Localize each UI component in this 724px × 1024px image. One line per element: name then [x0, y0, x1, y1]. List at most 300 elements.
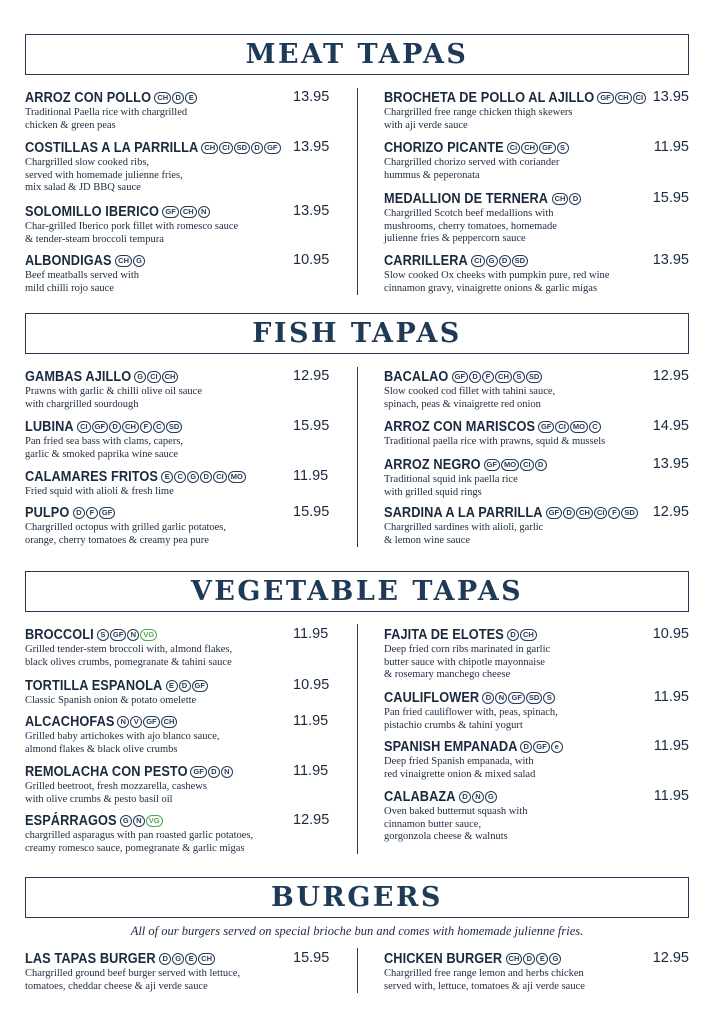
description-line: Oven baked butternut squash with [384, 806, 528, 817]
menu-item-description [25, 436, 355, 461]
menu-item-name: BROCCOLI [25, 626, 94, 643]
allergen-badges [546, 507, 639, 519]
menu-item-header [384, 368, 689, 385]
allergen-badges [471, 255, 529, 267]
description-line: Prawns with garlic & chilli olive oil sauce [25, 386, 203, 397]
menu-item [25, 950, 355, 993]
allergen-badges [506, 953, 563, 965]
allergen-badge: C [153, 421, 165, 433]
description-line: Char-grilled Iberico pork fillet with romesco sauce [25, 221, 239, 232]
description-line: Traditional Paella rice with chargrilled [25, 107, 188, 118]
allergen-badge: CI [219, 142, 233, 154]
menu-item-description [25, 107, 355, 132]
description-line: chicken & green peas [25, 119, 116, 131]
allergen-badges [538, 421, 602, 433]
description-line: mix salad & JD BBQ sauce [25, 182, 141, 193]
allergen-badge: D [507, 629, 519, 641]
menu-item-description [384, 968, 689, 993]
menu-item-price: 13.95 [293, 203, 330, 219]
menu-item-description [25, 157, 355, 195]
menu-item-description [25, 270, 355, 295]
menu-item-header [25, 763, 355, 780]
description-line: Chargrilled sardines with alioli, garlic [384, 522, 544, 533]
description-line: Chargrilled free range lemon and herbs chicken [384, 968, 584, 979]
allergen-badge: D [208, 766, 220, 778]
allergen-badge: D [159, 953, 171, 965]
allergen-badge: N [472, 791, 484, 803]
section-header-meat [25, 34, 689, 75]
allergen-badges [117, 716, 178, 728]
description-line: cinnamon butter sauce, [384, 818, 482, 830]
allergen-badge: D [563, 507, 575, 519]
menu-item-description [25, 781, 355, 806]
allergen-badge: CH [521, 142, 538, 154]
allergen-badge: D [200, 471, 212, 483]
menu-item-price: 11.95 [653, 139, 689, 155]
menu-item-header [25, 418, 355, 435]
allergen-badges [520, 741, 563, 753]
description-line: red vinaigrette onion & mixed salad [384, 768, 536, 780]
allergen-badge: E [185, 92, 197, 104]
menu-item-header [384, 788, 689, 805]
section-header-vegetable [25, 571, 689, 612]
menu-item [384, 456, 689, 499]
menu-item-description [384, 107, 689, 132]
menu-item-price: 10.95 [652, 626, 689, 642]
allergen-badge: V [130, 716, 142, 728]
menu-item-price: 12.95 [293, 812, 330, 828]
menu-item-price: 15.95 [293, 950, 330, 966]
menu-item-header [384, 456, 689, 473]
allergen-badge: CI [471, 255, 485, 267]
allergen-badge: D [172, 92, 184, 104]
menu-item-description [25, 486, 355, 499]
allergen-badge: MO [570, 421, 588, 433]
allergen-badge: GF [110, 629, 126, 641]
allergen-badges [162, 206, 210, 218]
allergen-badge: GF [546, 507, 562, 519]
menu-item-price: 13.95 [652, 89, 689, 105]
menu-item-header [25, 252, 355, 269]
allergen-badge: CH [180, 206, 197, 218]
allergen-badges [597, 92, 647, 104]
description-line: Traditional paella rice with prawns, squid & mussels [384, 436, 606, 447]
column-divider [357, 88, 358, 295]
allergen-badge: D [459, 791, 471, 803]
column-divider [357, 367, 358, 547]
allergen-badge: SD [166, 421, 182, 433]
allergen-badges [552, 193, 583, 205]
allergen-badge: S [557, 142, 569, 154]
menu-item-price: 13.95 [293, 139, 330, 155]
allergen-badge: D [482, 692, 494, 704]
allergen-badge: GF [143, 716, 159, 728]
description-line: Slow cooked cod fillet with tahini sauce, [384, 386, 556, 397]
allergen-badge: G [133, 255, 145, 267]
menu-item [25, 763, 355, 806]
description-line: black olives crumbs, pomegranate & tahini sauce [25, 656, 232, 668]
description-line: Slow cooked Ox cheeks with pumpkin pure, red wine [384, 270, 610, 281]
menu-item-name: ARROZ NEGRO [384, 456, 481, 473]
allergen-badge: GF [92, 421, 108, 433]
description-line: Beef meatballs served with [25, 270, 140, 281]
allergen-badges [77, 421, 183, 433]
allergen-badge: G [486, 255, 498, 267]
allergen-badge: F [140, 421, 152, 433]
allergen-badge: E [185, 953, 197, 965]
allergen-badge: CI [147, 371, 161, 383]
menu-item-name: BACALAO [384, 368, 449, 385]
menu-item-name: SARDINA A LA PARRILLA [384, 504, 543, 521]
description-line: orange, cherry tomatoes & creamy pea pure [25, 534, 209, 546]
menu-item-price: 15.95 [293, 504, 330, 520]
menu-item-name: FAJITA DE ELOTES [384, 626, 504, 643]
allergen-badge: CH [552, 193, 569, 205]
allergen-badge: G [172, 953, 184, 965]
menu-item-name: SPANISH EMPANADA [384, 738, 518, 755]
menu-item-price: 15.95 [652, 190, 689, 206]
description-line: pistachio crumbs & tahini yogurt [384, 719, 523, 731]
menu-item-header [384, 139, 689, 156]
menu-item-header [384, 418, 689, 435]
menu-item-description [25, 522, 355, 547]
allergen-badge: GF [508, 692, 524, 704]
description-line: Chargrilled free range chicken thigh skewers [384, 107, 573, 118]
description-line: garlic & smoked paprika wine sauce [25, 448, 179, 460]
menu-item-name: REMOLACHA CON PESTO [25, 763, 188, 780]
allergen-badge: E [166, 680, 178, 692]
allergen-badge: CH [154, 92, 171, 104]
allergen-badge: GF [484, 459, 500, 471]
allergen-badge: D [73, 507, 85, 519]
description-line: Deep fried Spanish empanada, with [384, 756, 534, 767]
allergen-badge: CI [213, 471, 227, 483]
menu-item-header [25, 812, 355, 829]
allergen-badge: N [127, 629, 139, 641]
menu-item-header [384, 252, 689, 269]
menu-item-name: MEDALLION DE TERNERA [384, 190, 549, 207]
menu-item-price: 11.95 [293, 713, 329, 729]
menu-item-description [384, 522, 689, 547]
menu-item-price: 13.95 [652, 456, 689, 472]
description-line: julienne fries & peppercorn sauce [384, 233, 526, 244]
description-line: Classic Spanish onion & potato omelette [25, 695, 197, 706]
menu-item [384, 190, 689, 246]
allergen-badge: CH [161, 716, 178, 728]
allergen-badges [201, 142, 281, 154]
description-line: & tender-steam broccoli tempura [25, 233, 164, 245]
menu-item [25, 677, 355, 708]
allergen-badge: S [513, 371, 525, 383]
menu-item-name: CARRILLERA [384, 252, 468, 269]
description-line: almond flakes & black olive crumbs [25, 743, 178, 755]
menu-item [384, 368, 689, 411]
allergen-badge: D [179, 680, 191, 692]
menu-item-price: 11.95 [293, 763, 329, 779]
description-line: Pan fried cauliflower with, peas, spinach, [384, 707, 558, 718]
allergen-badges [459, 791, 498, 803]
allergen-badges [73, 507, 116, 519]
description-line: hummus & peperonata [384, 169, 480, 181]
menu-item [384, 89, 689, 132]
allergen-badge: GF [192, 680, 208, 692]
allergen-badge: CH [520, 629, 537, 641]
allergen-badge: G [134, 371, 146, 383]
section-header-burgers [25, 877, 689, 918]
allergen-badges [484, 459, 548, 471]
allergen-badge: e [551, 741, 563, 753]
menu-item [25, 812, 355, 855]
allergen-badge: GF [264, 142, 280, 154]
menu-item [25, 368, 355, 411]
menu-item-header [384, 504, 689, 521]
allergen-badge: SD [621, 507, 637, 519]
allergen-badge: D [523, 953, 535, 965]
menu-item-description [384, 436, 689, 449]
menu-item-price: 14.95 [652, 418, 689, 434]
description-line: Grilled baby artichokes with ajo blanco sauce, [25, 731, 220, 742]
menu-item-price: 12.95 [293, 368, 330, 384]
menu-item [384, 418, 689, 449]
description-line: spinach, peas & vinaigrette red onion [384, 398, 541, 410]
description-line: Chargrilled octopus with grilled garlic potatoes, [25, 522, 227, 533]
allergen-badge: N [221, 766, 233, 778]
allergen-badges [159, 953, 216, 965]
section-header-fish [25, 313, 689, 354]
allergen-badge: D [499, 255, 511, 267]
description-line: with olive crumbs & pesto basil oil [25, 793, 173, 805]
description-line: Traditional squid ink paella rice [384, 474, 518, 485]
allergen-badge: F [482, 371, 494, 383]
menu-item-name: ALBONDIGAS [25, 252, 112, 269]
menu-item-description [384, 707, 689, 732]
menu-item-header [25, 626, 355, 643]
menu-item-name: CHORIZO PICANTE [384, 139, 504, 156]
menu-item-name: CALAMARES FRITOS [25, 468, 159, 485]
menu-item-price: 11.95 [293, 468, 329, 484]
menu-item-name: PULPO [25, 504, 70, 521]
allergen-badge: D [520, 741, 532, 753]
description-line: with chargrilled sourdough [25, 398, 139, 410]
menu-item [25, 504, 355, 547]
allergen-badges [134, 371, 179, 383]
description-line: Chargrilled slow cooked ribs, [25, 157, 150, 168]
allergen-badge: S [543, 692, 555, 704]
allergen-badge: CI [77, 421, 91, 433]
menu-item-name: COSTILLAS A LA PARRILLA [25, 139, 199, 156]
allergen-badge: CH [615, 92, 632, 104]
allergen-badge: CH [162, 371, 179, 383]
allergen-badge: D [569, 193, 581, 205]
menu-item-header [25, 713, 355, 730]
allergen-badge: GF [162, 206, 178, 218]
menu-item-name: BROCHETA DE POLLO AL AJILLO [384, 89, 595, 106]
menu-item-description [384, 157, 689, 182]
allergen-badge: CH [201, 142, 218, 154]
allergen-badge: CH [122, 421, 139, 433]
section-title: VEGETABLE TAPAS [190, 576, 524, 607]
description-line: Fried squid with alioli & fresh lime [25, 486, 174, 497]
menu-item-price: 11.95 [653, 738, 689, 754]
allergen-badge: C [589, 421, 601, 433]
allergen-badge: GF [533, 741, 549, 753]
allergen-badge: CH [115, 255, 132, 267]
description-line: with aji verde sauce [384, 119, 468, 131]
menu-item-price: 12.95 [652, 504, 689, 520]
allergen-badge: N [117, 716, 129, 728]
menu-item-price: 11.95 [293, 626, 329, 642]
menu-item-header [25, 139, 355, 156]
menu-item-price: 11.95 [653, 689, 689, 705]
menu-item-description [384, 270, 689, 295]
allergen-badges [115, 255, 146, 267]
description-line: Pan fried sea bass with clams, capers, [25, 436, 184, 447]
menu-item-price: 15.95 [293, 418, 330, 434]
menu-item-name: CALABAZA [384, 788, 456, 805]
allergen-badge: CI [520, 459, 534, 471]
allergen-badge: D [469, 371, 481, 383]
menu-item-description [25, 731, 355, 756]
menu-item-description [25, 830, 355, 855]
description-line: Chargrilled Scotch beef medallions with [384, 208, 554, 219]
allergen-badge: G [549, 953, 561, 965]
allergen-badges [97, 629, 158, 641]
allergen-badge: D [251, 142, 263, 154]
allergen-badge: CH [198, 953, 215, 965]
description-line: Chargrilled chorizo served with coriander [384, 157, 560, 168]
description-line: Chargrilled ground beef burger served with lettuce, [25, 968, 241, 979]
menu-item-price: 10.95 [293, 252, 330, 268]
menu-item-header [25, 368, 355, 385]
menu-item-description [384, 208, 689, 246]
menu-item-name: CHICKEN BURGER [384, 950, 503, 967]
menu-item-description [384, 386, 689, 411]
menu-item [25, 203, 355, 246]
menu-item-name: LUBINA [25, 418, 74, 435]
allergen-badge: GF [597, 92, 613, 104]
description-line: gorgonzola cheese & walnuts [384, 831, 508, 842]
menu-item-name: SOLOMILLO IBERICO [25, 203, 160, 220]
description-line: served with homemade julienne fries, [25, 169, 183, 181]
menu-item [384, 689, 689, 732]
menu-item-description [25, 695, 355, 708]
allergen-badge: D [109, 421, 121, 433]
menu-item-price: 11.95 [653, 788, 689, 804]
description-line: mild chilli rojo sauce [25, 282, 114, 294]
allergen-badge: SD [234, 142, 250, 154]
allergen-badges [120, 815, 164, 827]
column-divider [357, 624, 358, 854]
description-line: creamy romesco sauce, pomegranate & garlic migas [25, 842, 245, 854]
allergen-badges [482, 692, 556, 704]
menu-item-name: ESPÁRRAGOS [25, 812, 117, 829]
menu-item [25, 139, 355, 195]
section-title: MEAT TAPAS [245, 39, 469, 70]
allergen-badge: C [174, 471, 186, 483]
allergen-badge: SD [526, 371, 542, 383]
allergen-badge: GF [190, 766, 206, 778]
allergen-badge: VG [140, 629, 157, 641]
allergen-badge: MO [501, 459, 519, 471]
allergen-badge: S [97, 629, 109, 641]
menu-item-header [384, 738, 689, 755]
menu-item-header [25, 504, 355, 521]
allergen-badge: CH [506, 953, 523, 965]
menu-item-description [25, 221, 355, 246]
menu-item [384, 252, 689, 295]
menu-item-price: 10.95 [293, 677, 330, 693]
allergen-badge: F [86, 507, 98, 519]
description-line: Grilled beetroot, fresh mozzarella, cashews [25, 781, 207, 792]
allergen-badge: GF [99, 507, 115, 519]
description-line: Deep fried corn ribs marinated in garlic [384, 644, 551, 655]
allergen-badge: E [161, 471, 173, 483]
description-line: served with, lettuce, tomatoes & aji verde sauce [384, 980, 585, 992]
allergen-badges [166, 680, 209, 692]
allergen-badges [452, 371, 544, 383]
menu-item-header [384, 689, 689, 706]
menu-item-header [25, 950, 355, 967]
burgers-note: All of our burgers served on special brioche bun and comes with homemade julienne fries. [130, 924, 584, 938]
menu-item-header [384, 950, 689, 967]
menu-item-header [25, 677, 355, 694]
allergen-badge: CI [555, 421, 569, 433]
allergen-badge: N [198, 206, 210, 218]
menu-item-header [25, 89, 355, 106]
menu-item-header [384, 626, 689, 643]
menu-item-description [384, 644, 689, 682]
menu-item [25, 626, 355, 669]
allergen-badge: CH [495, 371, 512, 383]
allergen-badge: F [608, 507, 620, 519]
allergen-badges [190, 766, 233, 778]
menu-item [25, 418, 355, 461]
menu-item-name: LAS TAPAS BURGER [25, 950, 156, 967]
allergen-badge: N [133, 815, 145, 827]
menu-item-name: ALCACHOFAS [25, 713, 115, 730]
allergen-badge: Ci [507, 142, 521, 154]
allergen-badge: CH [576, 507, 593, 519]
menu-item-header [25, 468, 355, 485]
allergen-badge: CI [594, 507, 608, 519]
menu-item-price: 12.95 [652, 950, 689, 966]
allergen-badge: N [495, 692, 507, 704]
allergen-badges [161, 471, 247, 483]
section-title: FISH TAPAS [252, 318, 462, 349]
menu-item-name: ARROZ CON MARISCOS [384, 418, 536, 435]
menu-item-description [384, 756, 689, 781]
menu-item-description [25, 644, 355, 669]
description-line: & rosemary manchego cheese [384, 669, 511, 680]
description-line: mushrooms, cherry tomatoes, homemade [384, 220, 557, 232]
allergen-badge: SD [526, 692, 542, 704]
allergen-badge: VG [146, 815, 163, 827]
menu-item [25, 89, 355, 132]
menu-item [384, 738, 689, 781]
menu-item-header [25, 203, 355, 220]
menu-item-description [384, 474, 689, 499]
allergen-badge: CI [633, 92, 647, 104]
allergen-badge: G [187, 471, 199, 483]
allergen-badge: MO [228, 471, 246, 483]
description-line: & lemon wine sauce [384, 534, 471, 546]
menu-item-description [384, 806, 689, 844]
menu-item-price: 13.95 [652, 252, 689, 268]
description-line: tomatoes, cheddar cheese & aji verde sauce [25, 980, 208, 992]
menu-item [384, 139, 689, 182]
allergen-badge: GF [538, 421, 554, 433]
menu-item [384, 626, 689, 682]
